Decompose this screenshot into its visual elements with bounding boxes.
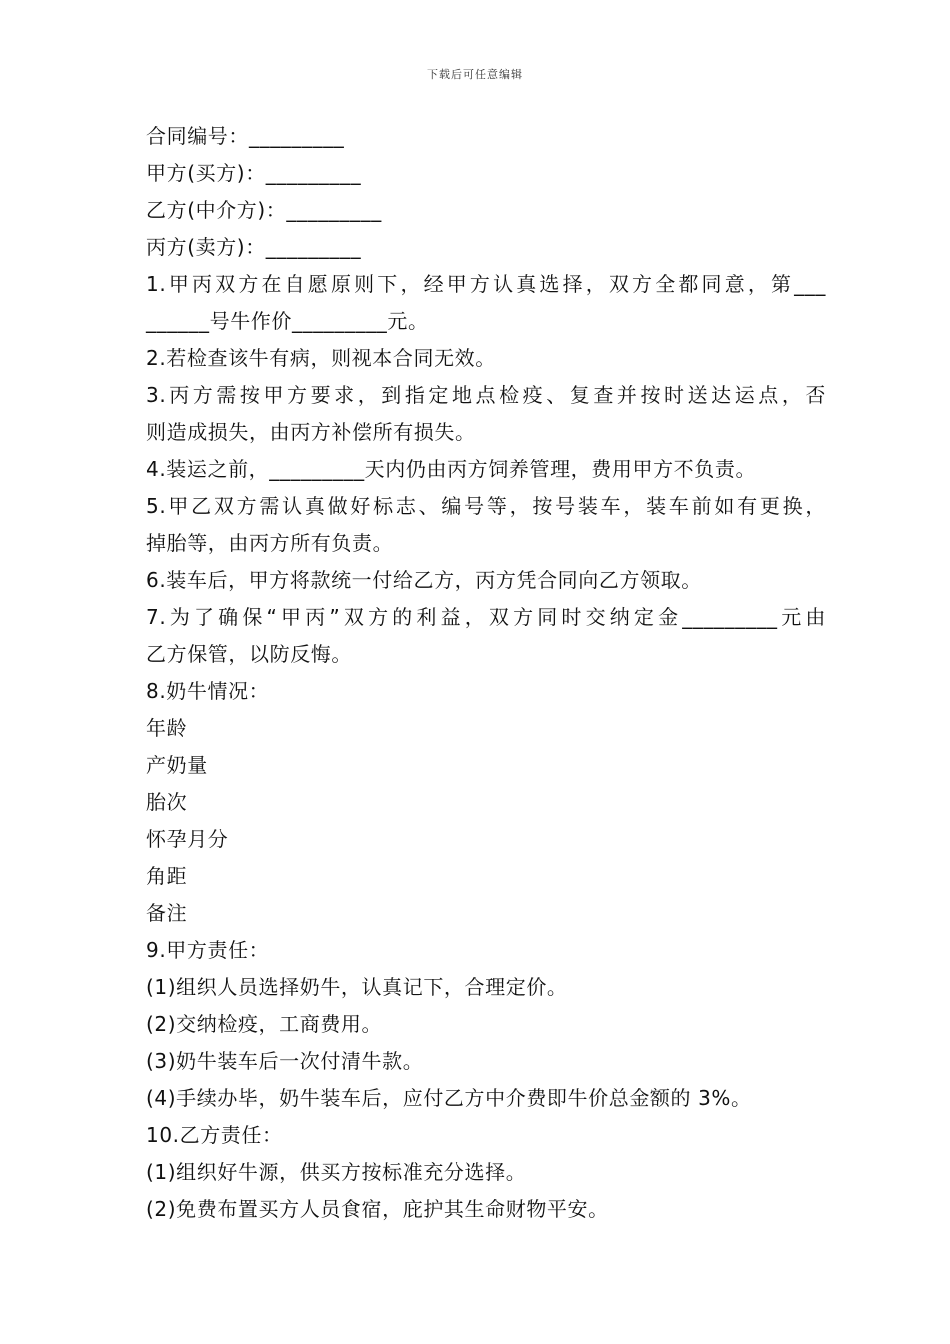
cow-pregnancy-month-label: 怀孕月分 (146, 827, 229, 851)
cow-parity-label: 胎次 (146, 790, 188, 814)
contract-body (146, 118, 826, 1228)
cow-remarks-label: 备注 (146, 901, 188, 925)
clause-2: 2.若检查该牛有病，则视本合同无效。 (146, 346, 496, 370)
contract-number-line: 合同编号：_________ (146, 124, 345, 148)
party-a-line: 甲方(买方)：_________ (146, 161, 362, 185)
cow-age-label: 年龄 (146, 716, 188, 740)
clause-5-line-2: 掉胎等，由丙方所有负责。 (146, 531, 394, 555)
clause-1-line-2: ______号牛作价_________元。 (146, 309, 429, 333)
clause-8-heading: 8.奶牛情况： (146, 679, 270, 703)
party-c-line: 丙方(卖方)：_________ (146, 235, 362, 259)
clause-7-line-1: 7.为了确保“甲丙”双方的利益，双方同时交纳定金_________元由 (146, 605, 826, 629)
clause-5-line-1: 5.甲乙双方需认真做好标志、编号等，按号装车，装车前如有更换， (146, 494, 826, 518)
clause-10-heading: 10.乙方责任： (146, 1123, 283, 1147)
page-header-note: 下载后可任意编辑 (427, 68, 523, 81)
clause-4: 4.装运之前，_________天内仍由丙方饲养管理，费用甲方不负责。 (146, 457, 757, 481)
cow-horn-distance-label: 角距 (146, 864, 188, 888)
clause-9-item-1: (1)组织人员选择奶牛，认真记下，合理定价。 (146, 975, 568, 999)
cow-milk-yield-label: 产奶量 (146, 753, 208, 777)
clause-6: 6.装车后，甲方将款统一付给乙方，丙方凭合同向乙方领取。 (146, 568, 702, 592)
clause-10-item-2: (2)免费布置买方人员食宿，庇护其生命财物平安。 (146, 1197, 609, 1221)
clause-7-line-2: 乙方保管，以防反悔。 (146, 642, 352, 666)
clause-9-item-2: (2)交纳检疫，工商费用。 (146, 1012, 383, 1036)
clause-3-line-1: 3.丙方需按甲方要求，到指定地点检疫、复查并按时送达运点，否 (146, 383, 826, 407)
clause-9-item-3: (3)奶牛装车后一次付清牛款。 (146, 1049, 424, 1073)
clause-9-item-4: (4)手续办毕，奶牛装车后，应付乙方中介费即牛价总金额的 3%。 (146, 1086, 752, 1110)
clause-10-item-1: (1)组织好牛源，供买方按标准充分选择。 (146, 1160, 527, 1184)
party-b-line: 乙方(中介方)：_________ (146, 198, 382, 222)
clause-9-heading: 9.甲方责任： (146, 938, 270, 962)
clause-3-line-2: 则造成损失，由丙方补偿所有损失。 (146, 420, 476, 444)
clause-1-line-1: 1.甲丙双方在自愿原则下，经甲方认真选择，双方全都同意，第___ (146, 272, 826, 296)
